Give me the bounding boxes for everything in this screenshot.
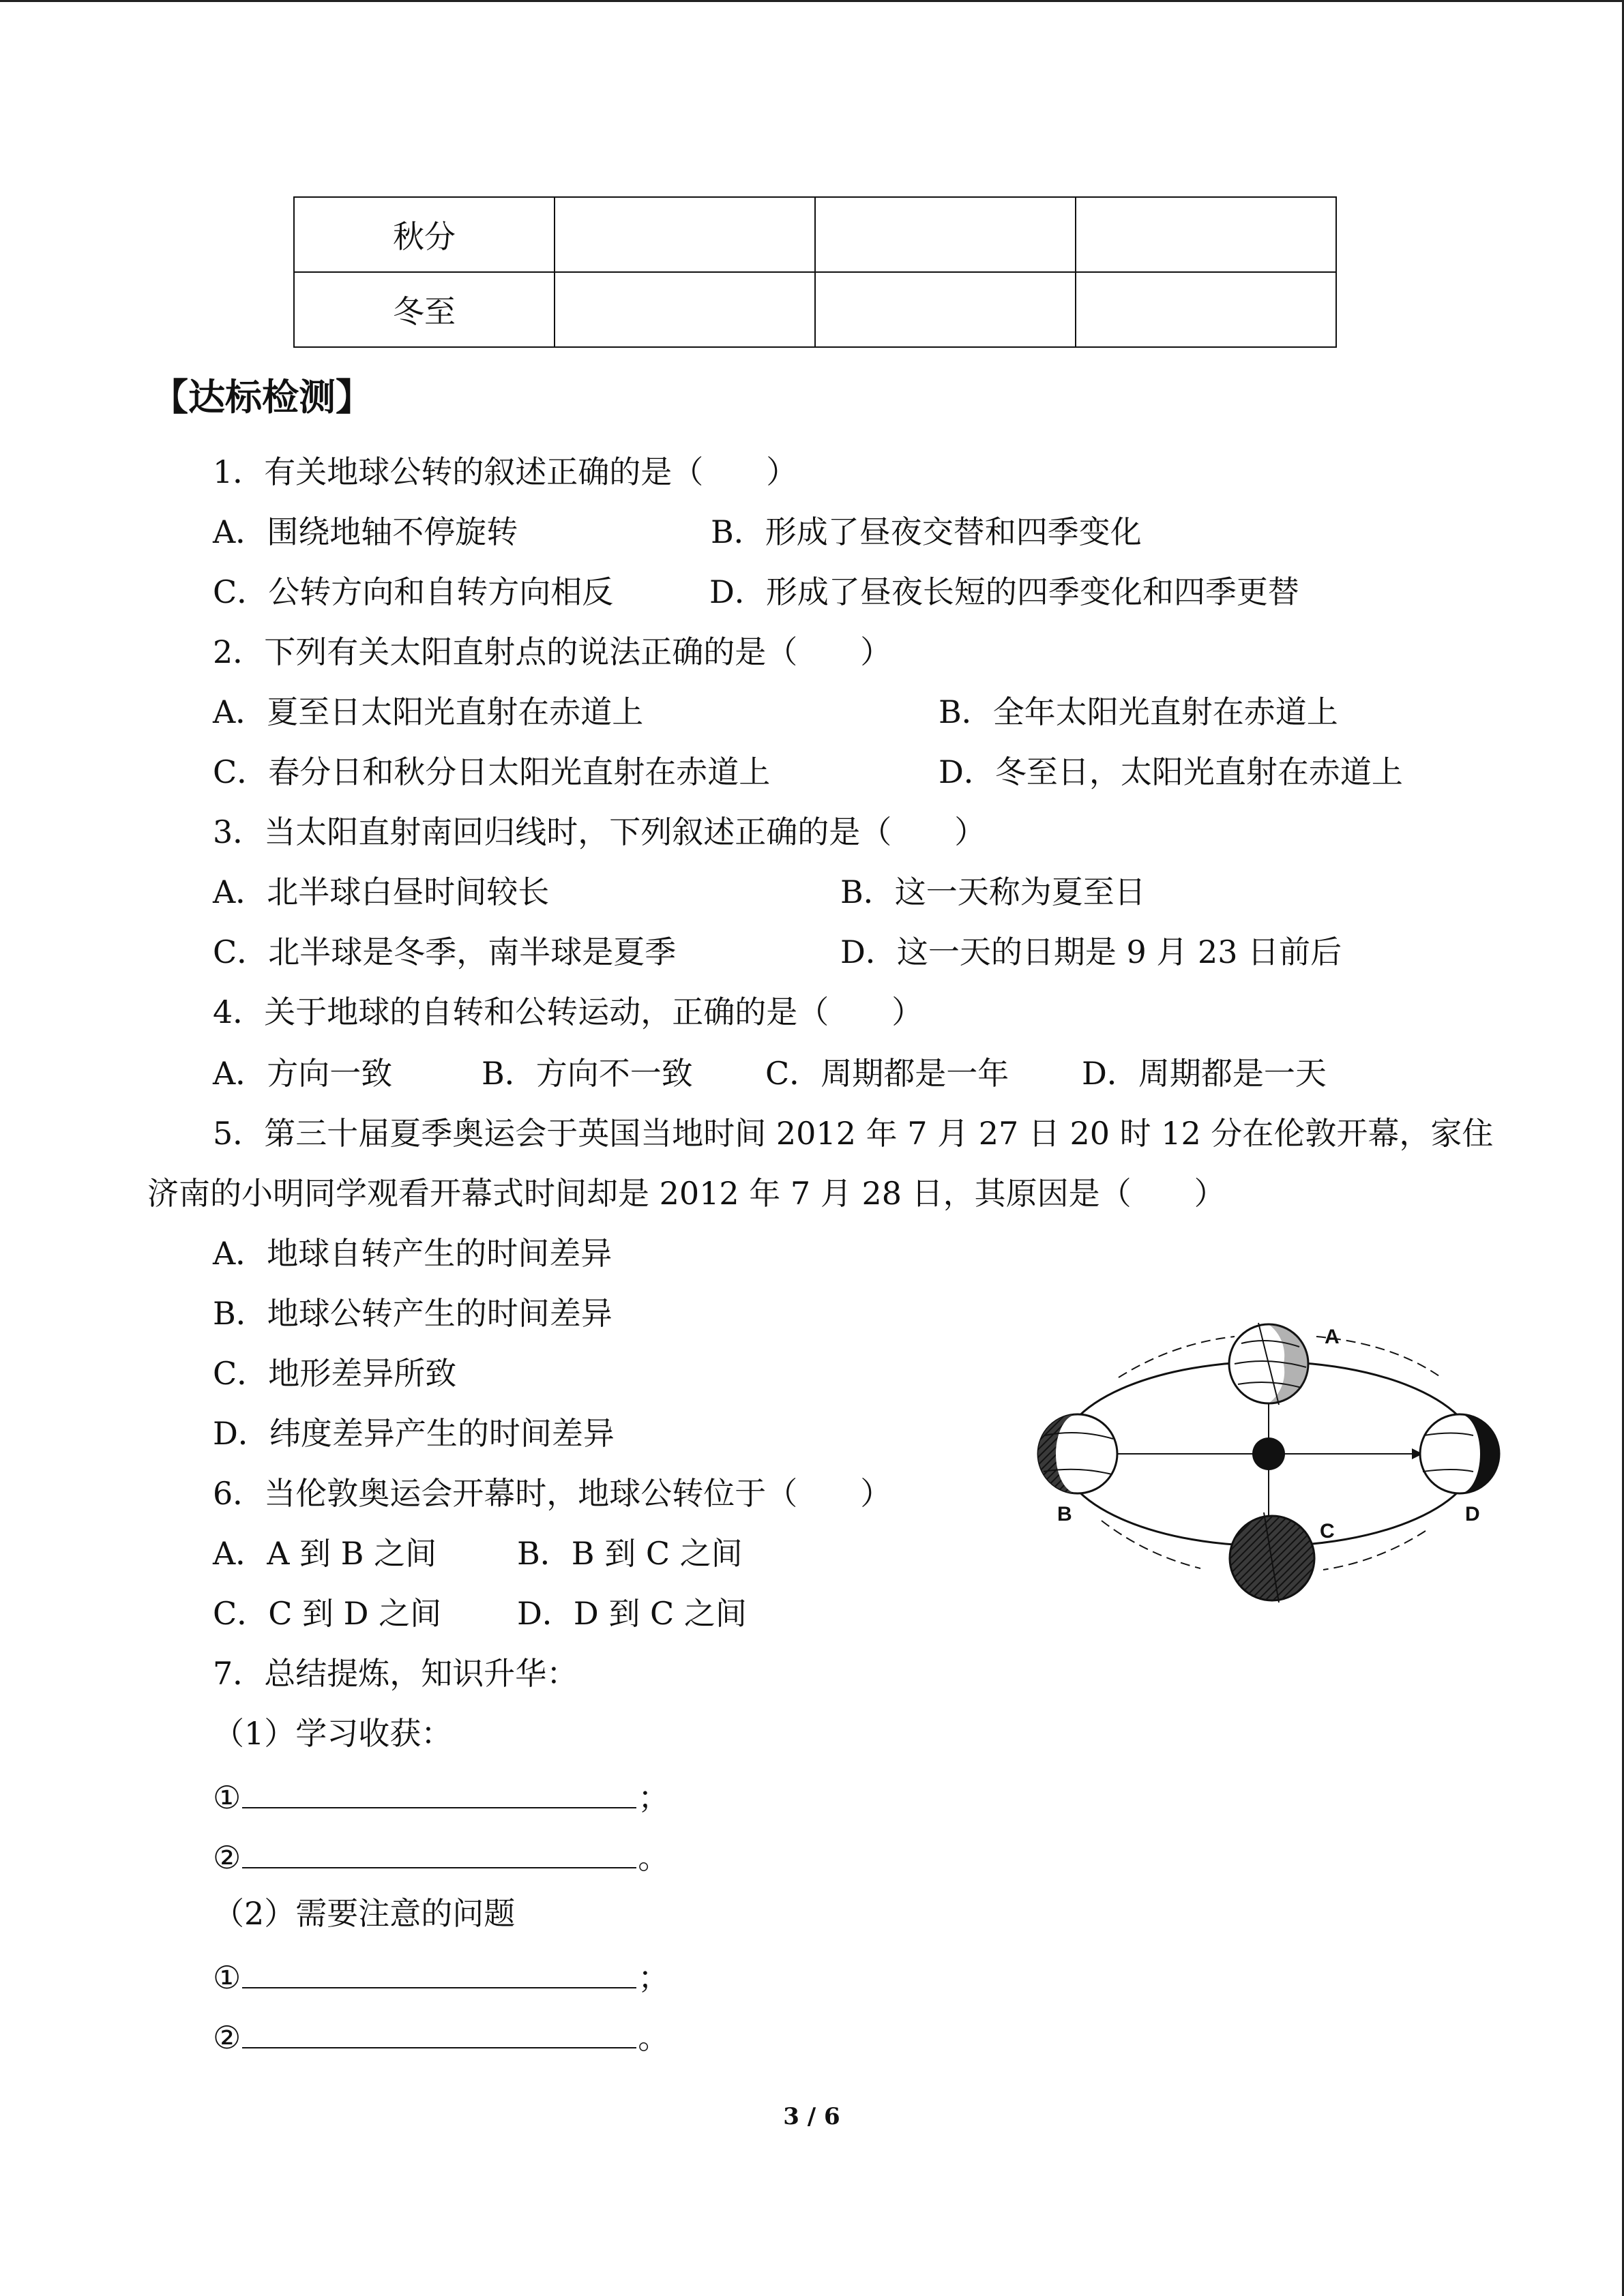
q1-option-b: B．形成了昼夜交替和四季变化 <box>711 513 1142 550</box>
q1-stem: 1．有关地球公转的叙述正确的是（ ） <box>213 453 798 490</box>
table-cell <box>1076 272 1336 347</box>
q7-part1-item1 <box>213 1773 669 1818</box>
table-row-label: 秋分 <box>294 197 555 272</box>
q4-option-b: B．方向不一致 <box>482 1055 693 1092</box>
label-b: B <box>1057 1503 1072 1525</box>
q5-option-d: D．纬度差异产生的时间差异 <box>213 1415 615 1452</box>
q3-option-c: C．北半球是冬季，南半球是夏季 <box>213 934 677 970</box>
page-top-border <box>0 0 1624 2</box>
orbit-dash-bottom-left <box>1102 1521 1200 1568</box>
q1-option-d: D．形成了昼夜长短的四季变化和四季更替 <box>709 573 1299 610</box>
label-c: C <box>1320 1520 1335 1542</box>
circled-number-2: ② <box>213 2019 241 2056</box>
q1-option-c: C．公转方向和自转方向相反 <box>213 573 614 610</box>
orbit-dash-bottom <box>1323 1531 1426 1570</box>
q7-part2-item1 <box>213 1953 669 1998</box>
q4-option-d: D．周期都是一天 <box>1082 1055 1327 1092</box>
answer-blank[interactable] <box>242 2013 636 2048</box>
q2-option-d: D．冬至日，太阳光直射在赤道上 <box>939 754 1403 790</box>
circled-number-1: ① <box>213 1959 241 1996</box>
q7-part2-title: （2）需要注意的问题 <box>213 1895 516 1932</box>
table-row <box>294 272 1336 347</box>
table-cell <box>555 272 815 347</box>
q3-option-d: D．这一天的日期是 9 月 23 日前后 <box>840 934 1342 970</box>
circled-number-1: ① <box>213 1779 241 1816</box>
table-row-label: 冬至 <box>294 272 555 347</box>
q5-option-c: C．地形差异所致 <box>213 1355 457 1392</box>
q2-stem: 2．下列有关太阳直射点的说法正确的是（ ） <box>213 633 892 670</box>
answer-blank[interactable] <box>242 1833 636 1868</box>
q6-option-b: B．B 到 C 之间 <box>517 1535 743 1572</box>
punctuation: 。 <box>638 1839 670 1876</box>
q4-option-c: C．周期都是一年 <box>765 1055 1009 1092</box>
q1-option-a: A．围绕地轴不停旋转 <box>213 513 518 550</box>
circled-number-2: ② <box>213 1839 241 1876</box>
table-row <box>294 197 1336 272</box>
earth-position-c <box>1230 1512 1314 1602</box>
q2-option-c: C．春分日和秋分日太阳光直射在赤道上 <box>213 754 771 790</box>
q6-stem: 6．当伦敦奥运会开幕时，地球公转位于（ ） <box>213 1475 892 1512</box>
q7-part1-title: （1）学习收获： <box>213 1715 453 1752</box>
q6-option-d: D．D 到 C 之间 <box>517 1595 747 1632</box>
earth-position-a <box>1229 1323 1308 1405</box>
q5-stem-line2: 济南的小明同学观看开幕式时间却是 2012 年 7 月 28 日，其原因是（ ） <box>147 1175 1226 1212</box>
q4-stem: 4．关于地球的自转和公转运动，正确的是（ ） <box>213 994 924 1030</box>
table-cell <box>815 197 1076 272</box>
q5-stem-line1: 5．第三十届夏季奥运会于英国当地时间 2012 年 7 月 27 日 20 时 12 分在伦敦开幕，家住 <box>213 1115 1494 1152</box>
section-title: 【达标检测】 <box>151 376 372 419</box>
punctuation: 。 <box>638 2019 670 2056</box>
q7-stem: 7．总结提炼，知识升华： <box>213 1655 578 1692</box>
q2-option-a: A．夏至日太阳光直射在赤道上 <box>213 694 644 730</box>
earth-position-d <box>1420 1414 1499 1493</box>
answer-blank[interactable] <box>242 1773 636 1808</box>
q5-option-b: B．地球公转产生的时间差异 <box>213 1295 612 1332</box>
earth-orbit-diagram <box>1037 1296 1541 1623</box>
table-cell <box>555 197 815 272</box>
punctuation: ； <box>638 1959 670 1996</box>
season-table <box>293 196 1337 348</box>
label-d: D <box>1465 1503 1480 1525</box>
q3-option-a: A．北半球白昼时间较长 <box>213 874 550 910</box>
label-a: A <box>1325 1326 1340 1348</box>
q3-option-b: B．这一天称为夏至日 <box>840 874 1146 910</box>
punctuation: ； <box>638 1779 670 1816</box>
earth-position-b <box>1038 1414 1117 1493</box>
q3-stem: 3．当太阳直射南回归线时，下列叙述正确的是（ ） <box>213 814 986 850</box>
q7-part2-item2 <box>213 2013 669 2058</box>
answer-blank[interactable] <box>242 1953 636 1988</box>
table-cell <box>815 272 1076 347</box>
table-cell <box>1076 197 1336 272</box>
q6-option-a: A．A 到 B 之间 <box>213 1535 437 1572</box>
page-number: 3 / 6 <box>783 2103 840 2130</box>
q6-option-c: C．C 到 D 之间 <box>213 1595 442 1632</box>
q2-option-b: B．全年太阳光直射在赤道上 <box>939 694 1338 730</box>
q5-option-a: A．地球自转产生的时间差异 <box>213 1235 612 1272</box>
sun-icon <box>1252 1437 1285 1470</box>
q7-part1-item2 <box>213 1833 669 1878</box>
q4-option-a: A．方向一致 <box>213 1055 393 1092</box>
